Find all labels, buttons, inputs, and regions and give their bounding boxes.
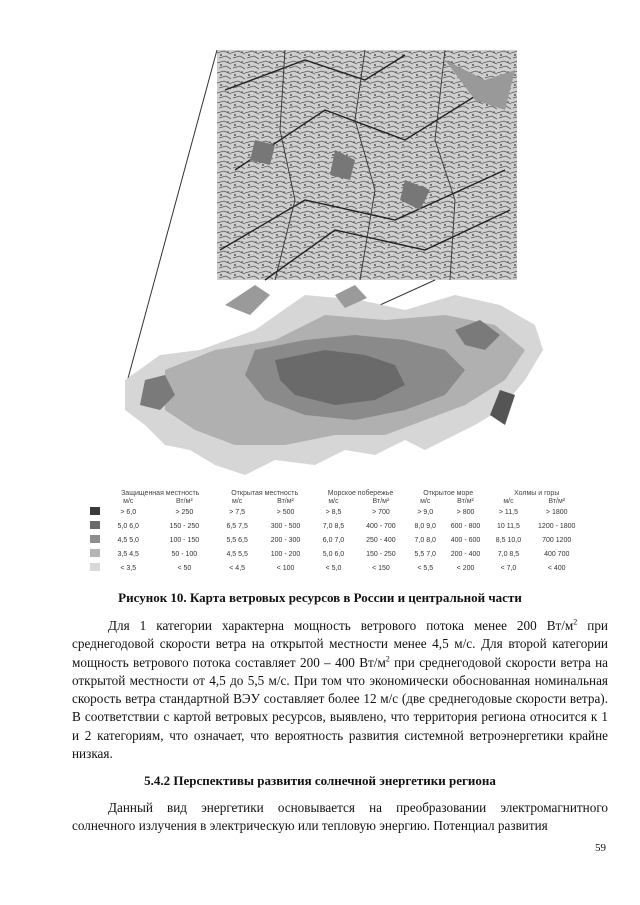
legend-unit: м/с <box>123 498 134 505</box>
paragraph-solar-intro: Данный вид энергетики основывается на преобразовании электромагнитного солнечного излучения в электрическую или тепловую энергию. Потенциал развития <box>72 800 608 834</box>
legend-cell: < 200 <box>456 565 475 572</box>
legend-swatch-cell <box>85 548 104 562</box>
legend-swatch <box>90 507 100 515</box>
legend-cell: 700 1200 <box>542 537 572 544</box>
legend-cell: < 400 <box>547 565 566 572</box>
legend-unit: Вт/м² <box>277 498 294 505</box>
paragraph-text: при среднегодовой скорости ветра на открытой местности от 4,5 до 5,5 м/с. При том что экономически обоснованная номинальная скорость ветра стандартной ВЭУ составляет более 12 м/с (две среднегодовые скорости ветра). В соответствии с картой ветровых ресурсов, выявлено, что территория региона относится к 1 и 2 категориям, что означает, что вероятность развития системной ветроэнергетики крайне низкая. <box>72 654 609 762</box>
legend-cell: 4,5 5,0 <box>117 537 139 544</box>
legend-zone-header: Морское побережье <box>327 490 394 497</box>
legend-swatch-cell <box>85 520 104 534</box>
legend-swatch-cell <box>85 562 104 576</box>
legend-swatch-cell <box>85 534 104 548</box>
legend-row <box>85 548 585 562</box>
legend-cell: < 7,0 <box>500 565 517 572</box>
figure-caption: Рисунок 10. Карта ветровых ресурсов в России и центральной части <box>118 590 522 605</box>
legend-cell: > 1800 <box>545 509 568 516</box>
legend-unit: м/с <box>420 498 431 505</box>
legend-cell: 400 - 700 <box>366 523 396 530</box>
legend-swatch <box>90 563 100 571</box>
legend-cell: 250 - 400 <box>366 537 396 544</box>
russia-map <box>125 285 543 475</box>
legend-cell: > 7,5 <box>229 509 246 516</box>
map-legend <box>85 490 585 576</box>
superscript: 2 <box>385 654 390 664</box>
superscript: 2 <box>573 617 578 627</box>
legend-cell: 600 - 800 <box>450 523 481 530</box>
legend-row <box>85 562 585 576</box>
legend-cell: > 500 <box>276 509 295 516</box>
legend-cell: < 150 <box>372 565 390 572</box>
legend-cell: 5,0 6,0 <box>322 551 345 558</box>
legend-cell: 300 - 500 <box>270 523 301 530</box>
legend-swatch <box>90 521 100 529</box>
legend-cell: 1200 - 1800 <box>538 523 576 530</box>
legend-cell: 50 - 100 <box>171 551 198 558</box>
legend-cell: > 700 <box>372 509 390 516</box>
legend-swatch <box>90 535 100 543</box>
legend-zone-header: Защищенная местность <box>121 490 200 497</box>
legend-cell: 10 11,5 <box>497 523 520 530</box>
legend-cell: < 100 <box>276 565 295 572</box>
legend-cell: 4,5 5,5 <box>226 551 248 558</box>
legend-swatch <box>90 549 100 557</box>
legend-row <box>85 520 585 534</box>
legend-cell: 7,0 8,5 <box>322 523 345 530</box>
section-heading: 5.4.2 Перспективы развития солнечной энергетики региона <box>144 773 496 788</box>
legend-cell: 8,0 9,0 <box>414 523 436 530</box>
legend-cell: 6,5 7,5 <box>226 523 248 530</box>
legend-unit: м/с <box>232 498 243 505</box>
legend-cell: 100 - 200 <box>270 551 301 558</box>
legend-rows <box>85 506 585 576</box>
legend-cell: > 6,0 <box>120 509 137 516</box>
legend-cell: 5,5 7,0 <box>414 551 436 558</box>
legend-cell: 7,0 8,0 <box>414 537 436 544</box>
legend-unit: Вт/м² <box>457 498 474 505</box>
legend-table <box>85 490 585 576</box>
legend-unit: Вт/м² <box>176 498 193 505</box>
map-graphic <box>105 50 545 480</box>
legend-unit: м/с <box>328 498 339 505</box>
legend-row <box>85 534 585 548</box>
legend-cell: 400 - 600 <box>450 537 481 544</box>
paragraph-wind-categories <box>72 617 608 763</box>
legend-cell: 150 - 250 <box>366 551 396 558</box>
legend-cell: > 250 <box>175 509 194 516</box>
legend-cell: > 800 <box>456 509 475 516</box>
connector-line-left <box>127 50 217 382</box>
legend-unit: Вт/м² <box>372 498 390 505</box>
legend-zone-header: Открытое море <box>423 490 474 497</box>
legend-cell: 200 - 300 <box>270 537 301 544</box>
paragraph-text: Для 1 категории характерна мощность ветрового потока менее 200 Вт/м <box>108 618 574 633</box>
legend-zone-header: Открытая местность <box>231 490 299 497</box>
legend-cell: 3,5 4,5 <box>117 551 139 558</box>
paragraph-text: при среднегодовой скорости ветра на открытой местности менее 4,5 м/с. Для второй категории мощность ветрового потока составляет 200 – 400 Вт/м <box>72 618 608 670</box>
legend-unit: Вт/м² <box>548 498 566 505</box>
legend-cell: > 11,5 <box>498 509 519 516</box>
legend-cell: > 8,5 <box>325 509 342 516</box>
legend-cell: 150 - 250 <box>169 523 200 530</box>
legend-cell: < 3,5 <box>120 565 137 572</box>
legend-unit: м/с <box>503 498 514 505</box>
legend-cell: > 9,0 <box>417 509 434 516</box>
legend-cell: 5,5 6,5 <box>226 537 248 544</box>
legend-cell: < 5,0 <box>325 565 342 572</box>
legend-cell: < 5,5 <box>417 565 434 572</box>
legend-cell: 8,5 10,0 <box>495 537 522 544</box>
legend-cell: 5,0 6,0 <box>117 523 139 530</box>
legend-cell: 6,0 7,0 <box>322 537 345 544</box>
legend-cell: 200 - 400 <box>450 551 481 558</box>
page-number: 59 <box>595 842 606 854</box>
inset-map <box>217 50 517 280</box>
legend-cell: 400 700 <box>544 551 570 558</box>
legend-zone-header: Холмы и горы <box>514 490 560 497</box>
legend-swatch-cell <box>85 506 104 520</box>
legend-cell: < 50 <box>177 565 192 572</box>
legend-cell: 7,0 8,5 <box>497 551 520 558</box>
legend-row <box>85 506 585 520</box>
wind-resource-map <box>105 50 545 480</box>
legend-cell: < 4,5 <box>229 565 246 572</box>
legend-cell: 100 - 150 <box>169 537 200 544</box>
